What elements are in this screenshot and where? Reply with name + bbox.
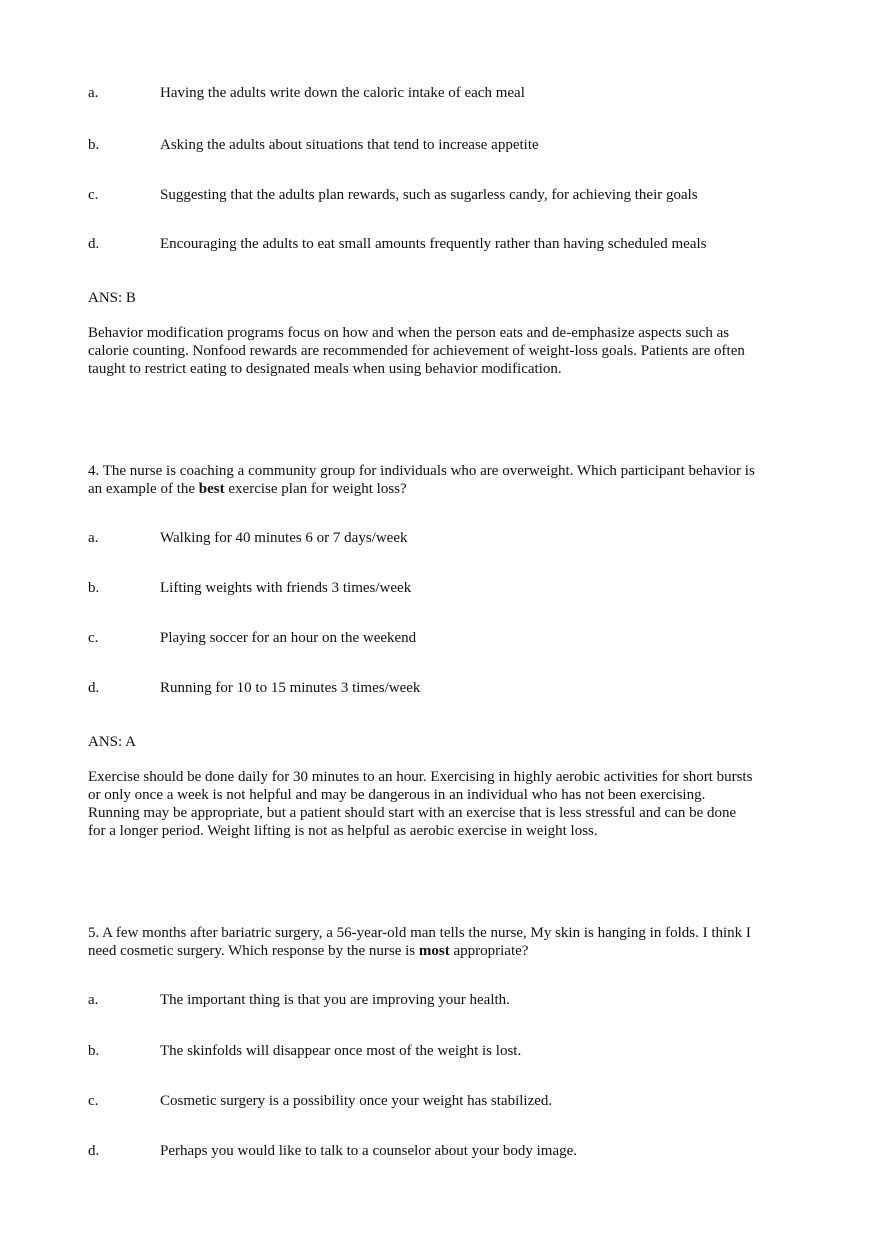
option-letter: a.: [88, 85, 99, 101]
option-letter: a.: [88, 992, 99, 1008]
option-letter: b.: [88, 137, 100, 153]
rationale-line: Running may be appropriate, but a patient should start with an exercise that is less stressful and can be done: [88, 805, 737, 821]
stem-text: need cosmetic surgery. Which response by the nurse is: [88, 943, 419, 959]
option-letter: a.: [88, 530, 99, 546]
rationale-line: taught to restrict eating to designated meals when using behavior modification.: [88, 361, 562, 377]
option-letter: c.: [88, 187, 99, 203]
q4-answer: ANS: A: [88, 734, 136, 750]
option-text: Running for 10 to 15 minutes 3 times/week: [160, 680, 421, 696]
option-text: Lifting weights with friends 3 times/week: [160, 580, 412, 596]
option-text: The skinfolds will disappear once most of the weight is lost.: [160, 1043, 522, 1059]
option-text: Encouraging the adults to eat small amounts frequently rather than having scheduled meals: [160, 236, 707, 252]
rationale-line: Behavior modification programs focus on how and when the person eats and de-emphasize aspects such as: [88, 325, 730, 341]
option-letter: d.: [88, 680, 100, 696]
option-letter: d.: [88, 236, 100, 252]
option-text: Having the adults write down the caloric intake of each meal: [160, 85, 525, 101]
rationale-line: or only once a week is not helpful and may be dangerous in an individual who has not been exercising.: [88, 787, 706, 803]
option-letter: c.: [88, 630, 99, 646]
option-letter: b.: [88, 580, 100, 596]
stem-line: [88, 480, 804, 498]
option-text: Playing soccer for an hour on the weekend: [160, 630, 417, 646]
option-letter: d.: [88, 1143, 100, 1159]
stem-emphasis: most: [418, 943, 450, 959]
option-text: Suggesting that the adults plan rewards, such as sugarless candy, for achieving their goals: [160, 187, 698, 203]
option-letter: b.: [88, 1043, 100, 1059]
option-text: Perhaps you would like to talk to a counselor about your body image.: [160, 1143, 578, 1159]
q3-rationale: [88, 324, 804, 378]
q4-rationale: [88, 768, 804, 840]
q5-stem: [88, 924, 804, 960]
stem-text: exercise plan for weight loss?: [224, 481, 407, 497]
option-text: Walking for 40 minutes 6 or 7 days/week: [160, 530, 408, 546]
rationale-line: for a longer period. Weight lifting is not as helpful as aerobic exercise in weight loss.: [88, 823, 598, 839]
option-text: Cosmetic surgery is a possibility once your weight has stabilized.: [160, 1093, 553, 1109]
rationale-line: calorie counting. Nonfood rewards are recommended for achievement of weight-loss goals. Patients are often: [88, 343, 745, 359]
stem-line: [88, 942, 804, 960]
option-letter: c.: [88, 1093, 99, 1109]
q4-stem: [88, 462, 804, 498]
stem-line: 4. The nurse is coaching a community group for individuals who are overweight. Which participant behavior is: [88, 463, 755, 479]
stem-text: appropriate?: [449, 943, 529, 959]
rationale-line: Exercise should be done daily for 30 minutes to an hour. Exercising in highly aerobic activities for short bursts: [88, 769, 753, 785]
option-text: The important thing is that you are improving your health.: [160, 992, 510, 1008]
stem-line: 5. A few months after bariatric surgery, a 56-year-old man tells the nurse, My skin is hanging in folds. I think I: [88, 925, 751, 941]
option-text: Asking the adults about situations that tend to increase appetite: [160, 137, 539, 153]
stem-emphasis: best: [198, 481, 225, 497]
stem-text: an example of the: [88, 481, 199, 497]
q3-answer: ANS: B: [88, 290, 136, 306]
